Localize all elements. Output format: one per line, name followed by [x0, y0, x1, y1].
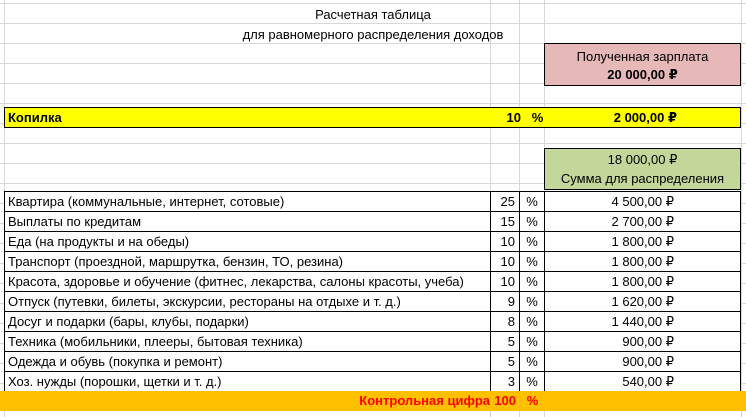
expense-percent[interactable]: 10	[490, 231, 520, 252]
expense-name[interactable]: Выплаты по кредитам	[4, 211, 491, 232]
control-percent: 100	[494, 393, 516, 408]
salary-box[interactable]	[544, 43, 741, 86]
expense-name[interactable]: Отпуск (путевки, билеты, экскурсии, рестораны на отдыхе и т. д.)	[4, 291, 491, 312]
expense-percent[interactable]: 5	[490, 351, 520, 372]
savings-pct-sign: %	[531, 110, 544, 125]
expense-pct-sign[interactable]: %	[519, 291, 545, 312]
savings-row[interactable]	[4, 107, 741, 128]
expense-pct-sign[interactable]: %	[519, 211, 545, 232]
expense-amount[interactable]: 1 800,00 ₽	[544, 271, 741, 292]
expense-amount[interactable]: 900,00 ₽	[544, 331, 741, 352]
column-gridline	[741, 0, 742, 417]
distribution-box[interactable]	[544, 148, 741, 190]
expense-pct-sign[interactable]: %	[519, 331, 545, 352]
expense-name[interactable]: Одежда и обувь (покупка и ремонт)	[4, 351, 491, 372]
salary-label: Полученная зарплата	[576, 49, 709, 64]
expense-name[interactable]: Транспорт (проездной, маршрутка, бензин, ТО, резина)	[4, 251, 491, 272]
title-line-1[interactable]: Расчетная таблица	[315, 7, 431, 22]
expense-amount[interactable]: 1 620,00 ₽	[544, 291, 741, 312]
salary-value: 20 000,00 ₽	[607, 67, 678, 82]
expense-name[interactable]: Красота, здоровье и обучение (фитнес, лекарства, салоны красоты, учеба)	[4, 271, 491, 292]
expense-name[interactable]: Хоз. нужды (порошки, щетки и т. д.)	[4, 371, 491, 392]
expense-amount[interactable]: 1 800,00 ₽	[544, 231, 741, 252]
expense-name[interactable]: Досуг и подарки (бары, клубы, подарки)	[4, 311, 491, 332]
expense-pct-sign[interactable]: %	[519, 231, 545, 252]
expense-percent[interactable]: 10	[490, 251, 520, 272]
row-gridline	[0, 103, 746, 104]
expense-amount[interactable]: 1 440,00 ₽	[544, 311, 741, 332]
expense-percent[interactable]: 9	[490, 291, 520, 312]
row-gridline	[0, 143, 746, 144]
expense-amount[interactable]: 1 800,00 ₽	[544, 251, 741, 272]
savings-label: Копилка	[8, 110, 62, 125]
expense-percent[interactable]: 8	[490, 311, 520, 332]
expense-pct-sign[interactable]: %	[519, 351, 545, 372]
expense-amount[interactable]: 900,00 ₽	[544, 351, 741, 372]
expense-name[interactable]: Еда (на продукты и на обеды)	[4, 231, 491, 252]
expense-name[interactable]: Техника (мобильники, плееры, бытовая техника)	[4, 331, 491, 352]
distribution-amount: 18 000,00 ₽	[607, 152, 678, 167]
expense-pct-sign[interactable]: %	[519, 271, 545, 292]
expense-amount[interactable]: 2 700,00 ₽	[544, 211, 741, 232]
expense-percent[interactable]: 10	[490, 271, 520, 292]
expense-pct-sign[interactable]: %	[519, 191, 545, 212]
row-gridline	[0, 3, 746, 4]
expense-percent[interactable]: 15	[490, 211, 520, 232]
expense-percent[interactable]: 25	[490, 191, 520, 212]
expense-pct-sign[interactable]: %	[519, 251, 545, 272]
savings-amount: 2 000,00 ₽	[613, 110, 677, 125]
control-row[interactable]	[0, 391, 746, 411]
expense-pct-sign[interactable]: %	[519, 371, 545, 392]
control-pct-sign: %	[526, 393, 539, 408]
expense-percent[interactable]: 5	[490, 331, 520, 352]
expense-percent[interactable]: 3	[490, 371, 520, 392]
distribution-label: Сумма для распределения	[560, 171, 725, 186]
savings-percent: 10	[506, 110, 521, 125]
control-label: Контрольная цифра	[359, 393, 490, 408]
expense-name[interactable]: Квартира (коммунальные, интернет, сотовые)	[4, 191, 491, 212]
title-line-2[interactable]: для равномерного распределения доходов	[242, 27, 504, 42]
expense-amount[interactable]: 540,00 ₽	[544, 371, 741, 392]
expense-pct-sign[interactable]: %	[519, 311, 545, 332]
expense-amount[interactable]: 4 500,00 ₽	[544, 191, 741, 212]
